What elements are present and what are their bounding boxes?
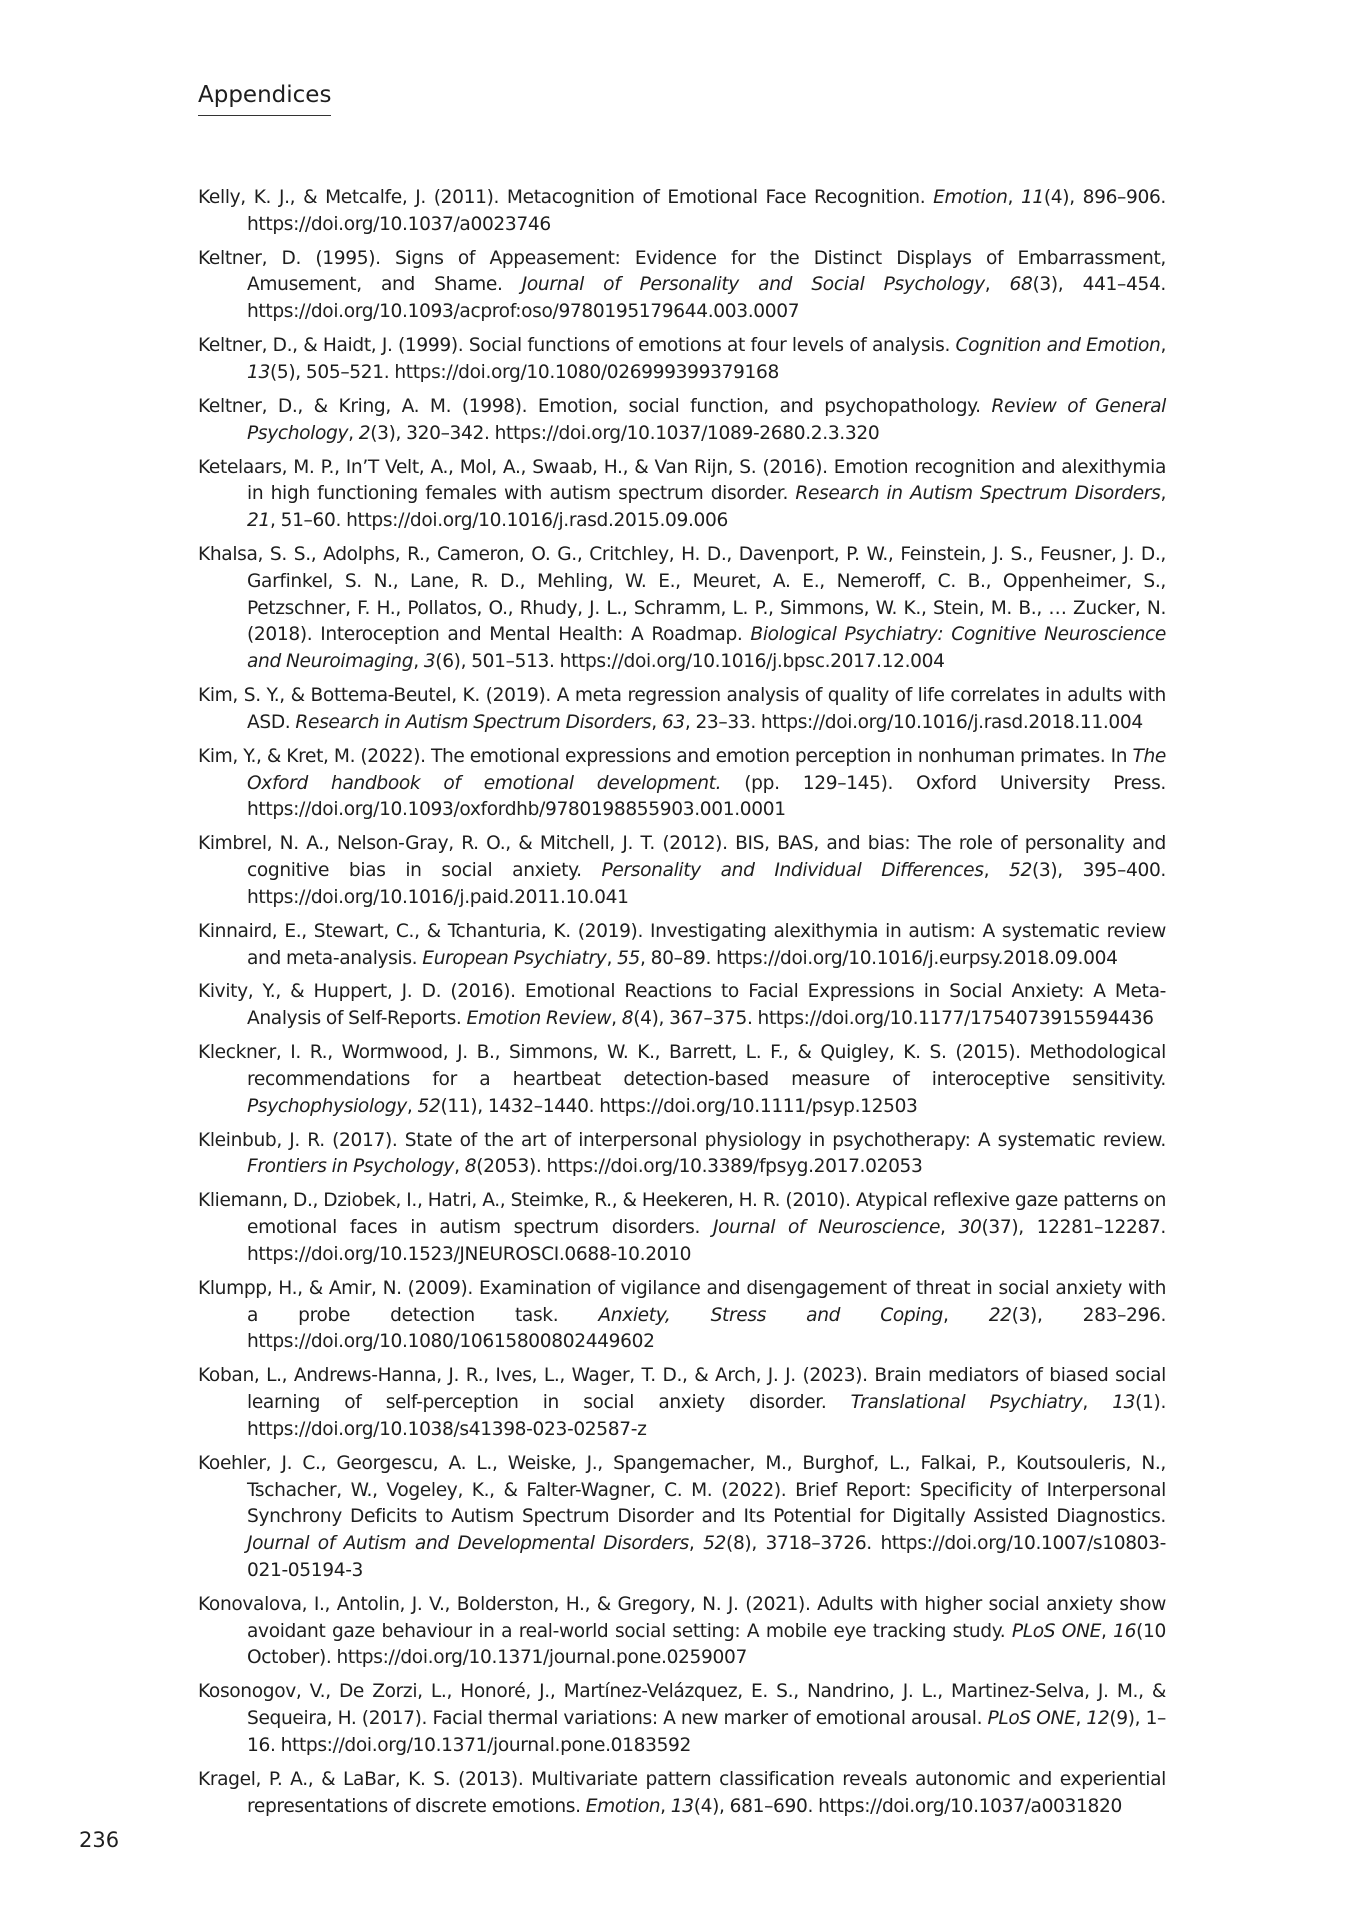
reference-italic-run: Journal of Autism and Developmental Disorders [247,1533,689,1555]
reference-italic-run: PLoS ONE [987,1708,1076,1730]
reference-text-run: , [688,1533,704,1555]
reference-italic-run: Research in Autism Spectrum Disorders [295,711,652,733]
reference-text-run: , [454,1156,465,1178]
reference-text-run: Koban, L., Andrews-Hanna, J. R., Ives, L., Wager, T. D., & Arch, J. J. (2023). Brain mediators of biased social learning of self-perception in social anxiety disorder. [198,1365,1166,1414]
reference-text-run: , 80–89. https://doi.org/10.1016/j.eurpsy.2018.09.004 [640,947,1118,969]
reference-text-run: , [983,860,1009,882]
reference-text-run: Koehler, J. C., Georgescu, A. L., Weiske, J., Spangemacher, M., Burghof, L., Falkai, P., Koutsouleris, N., Tschacher, W., Vogeley, K., & Falter-Wagner, C. M. (2022). Brief Report: Specificity of Interpersonal Synchrony Deficits to Autism Spectrum Disorder and Its Potential for Digitally Assisted Diagnostics. [198,1452,1166,1528]
reference-entry [198,1276,1166,1356]
reference-text-run: , [1007,187,1021,208]
reference-italic-run: 55 [617,947,641,969]
reference-italic-run: 52 [703,1533,727,1555]
reference-entry [198,683,1166,737]
reference-entry [198,744,1166,824]
reference-italic-run: 13 [1112,1392,1136,1414]
reference-entry [198,185,1166,239]
reference-text-run: (11), 1432–1440. https://doi.org/10.1111/psyp.12503 [440,1095,918,1117]
reference-list [198,185,1166,1828]
reference-text-run: Klumpp, H., & Amir, N. (2009). Examination of vigilance and disengagement of threat in social anxiety with a probe detection task. [198,1277,1166,1326]
page-number: 236 [79,1828,120,1852]
reference-italic-run: 2 [358,422,371,444]
reference-entry [198,333,1166,387]
reference-italic-run: 52 [1008,860,1032,882]
reference-entry [198,979,1166,1033]
reference-text-run: (3), 395–400. https://doi.org/10.1016/j.paid.2011.10.041 [247,860,1166,908]
reference-text-run: (4), 896–906. https://doi.org/10.1037/a0023746 [247,187,1166,235]
reference-italic-run: 13 [670,1795,694,1817]
reference-text-run: , [1101,1620,1114,1642]
reference-text-run: , [943,1304,989,1326]
reference-text-run: , [1075,1708,1087,1730]
reference-italic-run: Personality and Individual Differences [601,860,984,882]
reference-text-run: Kleckner, I. R., Wormwood, J. B., Simmons, W. K., Barrett, L. F., & Quigley, K. S. (2015). Methodological recommendations for a heartbeat detection-based measure of interoceptive sensitivity. [198,1042,1166,1090]
reference-italic-run: 8 [464,1156,477,1178]
reference-italic-run: 52 [417,1095,441,1117]
reference-text-run: Kinnaird, E., Stewart, C., & Tchanturia, K. (2019). Investigating alexithymia in autism: A systematic review and meta-analysis. [198,920,1166,969]
reference-italic-run: 63 [661,711,685,733]
reference-text-run: , 23–33. https://doi.org/10.1016/j.rasd.2018.11.004 [684,711,1143,733]
running-header: Appendices [198,80,331,116]
reference-italic-run: Psychophysiology [247,1095,407,1117]
reference-text-run: (37), 12281–12287. https://doi.org/10.1523/JNEUROSCI.0688-10.2010 [247,1217,1166,1265]
reference-italic-run: Biological Psychiatry: Cognitive Neuroscience and Neuroimaging [247,624,1166,673]
reference-italic-run: Journal of Neuroscience [712,1217,941,1239]
reference-text-run: , [406,1095,418,1117]
reference-text-run: Konovalova, I., Antolin, J. V., Bolderston, H., & Gregory, N. J. (2021). Adults with higher social anxiety show avoidant gaze behaviour in a real-world social setting: A mobile eye tracking study. [198,1593,1166,1642]
reference-italic-run: 68 [1009,274,1033,296]
reference-entry [198,394,1166,448]
reference-italic-run: Emotion [585,1795,661,1817]
reference-italic-run: Review of General Psychology [247,395,1166,444]
reference-italic-run: The Oxford handbook of emotional development. [247,745,1166,794]
reference-text-run: Kim, S. Y., & Bottema-Beutel, K. (2019). A meta regression analysis of quality of life correlates in adults with ASD. [198,685,1166,733]
reference-text-run: , [606,947,618,969]
reference-entry [198,1767,1166,1821]
reference-italic-run: Journal of Personality and Social Psychology [521,274,985,296]
reference-entry [198,246,1166,326]
reference-text-run: , [1082,1392,1113,1414]
reference-text-run: , [348,422,359,444]
reference-italic-run: 16 [1113,1620,1137,1642]
reference-text-run: Keltner, D., & Kring, A. M. (1998). Emotion, social function, and psychopathology. [198,395,992,417]
reference-italic-run: Emotion [933,187,1008,208]
reference-text-run: Khalsa, S. S., Adolphs, R., Cameron, O. G., Critchley, H. D., Davenport, P. W., Feinstein, J. S., Feusner, J. D., Garfinkel, S. N., Lane, R. D., Mehling, W. E., Meuret, A. E., Nemeroff, C. B., Oppenheimer, S., Petzschner, F. H., Pollatos, O., Rhudy, J. L., Schramm, L. P., Simmons, W. K., Stein, M. B., … Zucker, N. (2018). Interoception and Mental Health: A Roadmap. [198,544,1166,646]
reference-italic-run: 30 [958,1217,982,1239]
reference-italic-run: 12 [1086,1708,1110,1730]
reference-text-run: (8), 3718–3726. https://doi.org/10.1007/s10803-021-05194-3 [247,1533,1166,1581]
reference-entry [198,1128,1166,1182]
reference-text-run: , [413,651,424,673]
reference-text-run: Kragel, P. A., & LaBar, K. S. (2013). Multivariate pattern classification reveals autonomic and experiential representations of discrete emotions. [198,1768,1166,1817]
reference-entry [198,919,1166,973]
reference-italic-run: Anxiety, Stress and Coping [598,1304,944,1326]
reference-text-run: Kivity, Y., & Huppert, J. D. (2016). Emotional Reactions to Facial Expressions in Social Anxiety: A Meta-Analysis of Self-Reports. [198,981,1166,1030]
reference-italic-run: 22 [988,1304,1012,1326]
reference-text-run: (1). https://doi.org/10.1038/s41398-023-02587-z [247,1392,1167,1440]
reference-text-run: (3), 441–454. https://doi.org/10.1093/acprof:oso/9780195179644.003.0007 [247,274,1166,323]
reference-text-run: , [660,1795,671,1817]
reference-text-run: Ketelaars, M. P., In’T Velt, A., Mol, A., Swaab, H., & Van Rijn, S. (2016). Emotion recognition and alexithymia in high functioning females with autism spectrum disorder. [198,456,1166,505]
reference-text-run: , 51–60. https://doi.org/10.1016/j.rasd.2015.09.006 [269,510,729,532]
reference-entry [198,455,1166,535]
reference-text-run: , [984,274,1010,296]
reference-text-run: , [611,1008,622,1030]
reference-italic-run: 11 [1020,187,1044,208]
reference-italic-run: Emotion Review [466,1008,612,1030]
reference-entry [198,1592,1166,1672]
reference-text-run: Kosonogov, V., De Zorzi, L., Honoré, J., Martínez-Velázquez, E. S., Nandrino, J. L., Martinez-Selva, J. M., & Sequeira, H. (2017). Facial thermal variations: A new marker of emotional arousal. [198,1681,1166,1730]
reference-text-run: (4), 367–375. https://doi.org/10.1177/1754073915594436 [633,1008,1154,1030]
reference-entry [198,831,1166,911]
reference-italic-run: Translational Psychiatry [850,1392,1083,1414]
reference-text-run: (6), 501–513. https://doi.org/10.1016/j.bpsc.2017.12.004 [435,651,945,673]
reference-entry [198,1679,1166,1759]
reference-italic-run: PLoS ONE [1011,1620,1102,1642]
reference-text-run: , [651,711,662,733]
reference-text-run: (2053). https://doi.org/10.3389/fpsyg.2017.02053 [476,1156,923,1178]
reference-text-run: (4), 681–690. https://doi.org/10.1037/a0031820 [693,1795,1122,1817]
reference-italic-run: European Psychiatry [422,947,607,969]
reference-italic-run: Research in Autism Spectrum Disorders [795,483,1161,505]
reference-text-run: Keltner, D., & Haidt, J. (1999). Social functions of emotions at four levels of analysis. [198,335,956,357]
reference-text-run: (3), 320–342. https://doi.org/10.1037/1089-2680.2.3.320 [370,422,880,444]
reference-text-run: Kliemann, D., Dziobek, I., Hatri, A., Steimke, R., & Heekeren, H. R. (2010). Atypical reflexive gaze patterns on emotional faces in autism spectrum disorders. [198,1190,1166,1239]
reference-italic-run: 8 [621,1008,634,1030]
reference-italic-run: 13 [247,361,270,383]
reference-text-run: (pp. 129–145). Oxford University Press. https://doi.org/10.1093/oxfordhb/9780198855903.001.0001 [247,772,1166,821]
reference-text-run: (9), 1–16. https://doi.org/10.1371/journal.pone.0183592 [247,1708,1167,1756]
reference-entry [198,542,1166,676]
reference-entry [198,1363,1166,1443]
reference-text-run: (3), 283–296. https://doi.org/10.1080/10615800802449602 [247,1304,1167,1353]
reference-entry [198,1451,1166,1585]
reference-text-run: Kleinbub, J. R. (2017). State of the art of interpersonal physiology in psychotherapy: A systematic review. [198,1129,1166,1151]
reference-text-run: , [1160,483,1166,505]
reference-text-run: (5), 505–521. https://doi.org/10.1080/026999399379168 [269,361,779,383]
reference-text-run: Keltner, D. (1995). Signs of Appeasement: Evidence for the Distinct Displays of Embarrassment, Amusement, and Shame. [198,247,1166,296]
reference-text-run: Kelly, K. J., & Metcalfe, J. (2011). Metacognition of Emotional Face Recognition. [198,187,934,208]
reference-text-run: Kim, Y., & Kret, M. (2022). The emotional expressions and emotion perception in nonhuman primates. In [198,745,1133,767]
reference-entry [198,1040,1166,1120]
reference-entry [198,1188,1166,1268]
reference-italic-run: Cognition and Emotion [955,335,1161,357]
reference-text-run: , [1160,335,1166,357]
reference-italic-run: 3 [423,651,436,673]
reference-text-run: , [940,1217,959,1239]
reference-text-run: (10 October). https://doi.org/10.1371/journal.pone.0259007 [247,1620,1166,1669]
reference-italic-run: Frontiers in Psychology [247,1156,455,1178]
reference-text-run: Kimbrel, N. A., Nelson-Gray, R. O., & Mitchell, J. T. (2012). BIS, BAS, and bias: The role of personality and cognitive bias in social anxiety. [198,833,1166,882]
reference-italic-run: 21 [247,510,270,532]
